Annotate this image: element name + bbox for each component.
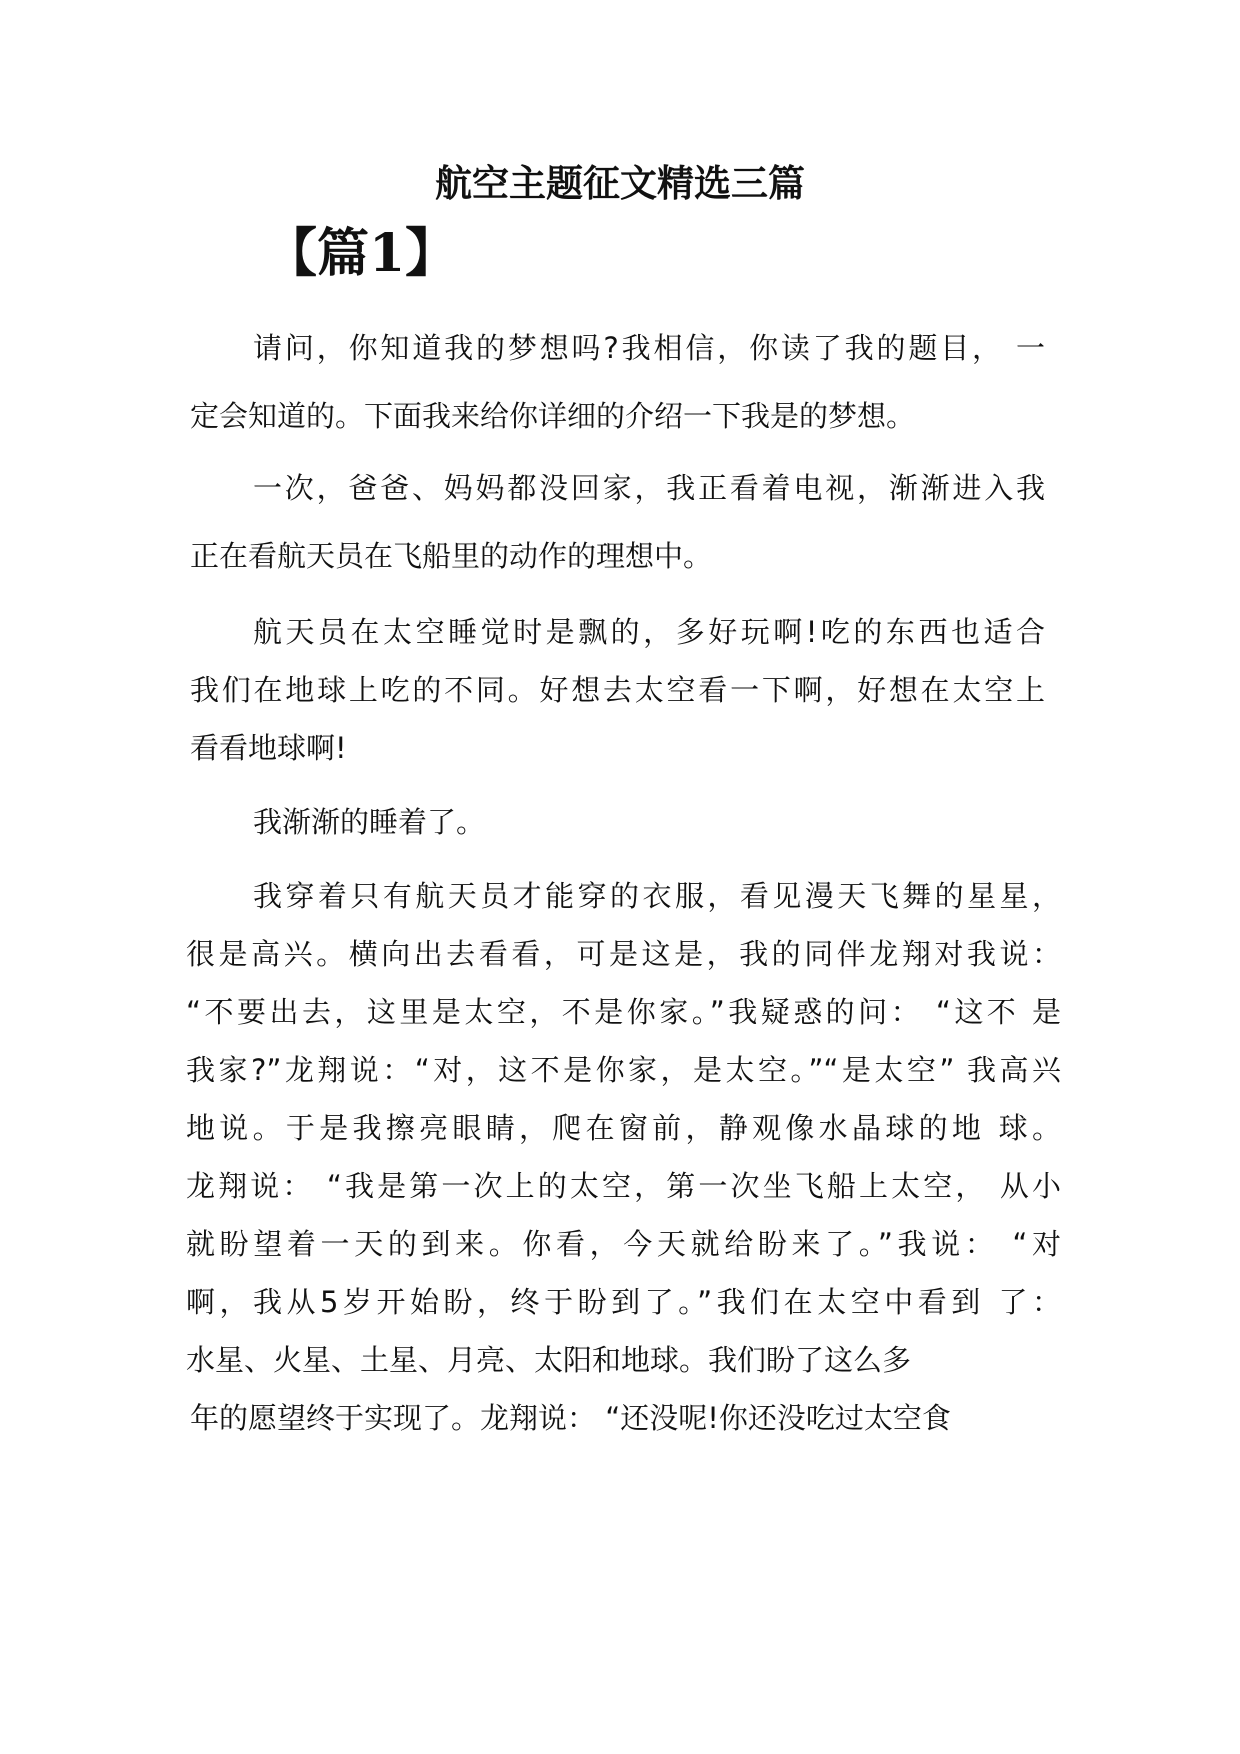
text-line: 龙翔说： “我是第一次上的太空，第一次坐飞船上太空， 从小: [186, 1169, 1061, 1203]
text-line: 我穿着只有航天员才能穿的衣服，看见漫天飞舞的星星，: [253, 879, 1061, 913]
text-line: 年的愿望终于实现了。龙翔说： “还没呢!你还没吃过太空食: [190, 1401, 951, 1435]
text-line: 水星、火星、土星、月亮、太阳和地球。我们盼了这么多: [186, 1343, 912, 1377]
text-line: 就盼望着一天的到来。你看，今天就给盼来了。”我说： “对: [186, 1227, 1061, 1261]
text-line: 看看地球啊!: [190, 731, 347, 765]
text-line: 正在看航天员在飞船里的动作的理想中。: [190, 539, 713, 573]
text-line: 定会知道的。下面我来给你详细的介绍一下我是的梦想。: [190, 399, 916, 433]
section-heading: 【篇1】: [265, 223, 458, 284]
text-line: “不要出去，这里是太空，不是你家。”我疑惑的问： “这不 是: [186, 995, 1061, 1029]
document-title: 航空主题征文精选三篇: [435, 161, 805, 205]
text-line: 我们在地球上吃的不同。好想去太空看一下啊，好想在太空上: [190, 673, 1045, 707]
text-line: 地说。于是我擦亮眼睛，爬在窗前，静观像水晶球的地 球。: [186, 1111, 1061, 1145]
text-line: 很是高兴。横向出去看看，可是这是，我的同伴龙翔对我说：: [186, 937, 1061, 971]
text-line: 航天员在太空睡觉时是飘的，多好玩啊!吃的东西也适合: [253, 615, 1045, 649]
text-line: 我家?”龙翔说：“对，这不是你家，是太空。”“是太空” 我高兴: [186, 1053, 1061, 1087]
text-line: 请问，你知道我的梦想吗?我相信，你读了我的题目， 一: [253, 331, 1045, 365]
text-line: 啊，我从5岁开始盼，终于盼到了。”我们在太空中看到 了：: [186, 1285, 1061, 1319]
text-line: 一次，爸爸、妈妈都没回家，我正看着电视，渐渐进入我: [253, 471, 1045, 505]
text-line: 我渐渐的睡着了。: [253, 805, 486, 839]
